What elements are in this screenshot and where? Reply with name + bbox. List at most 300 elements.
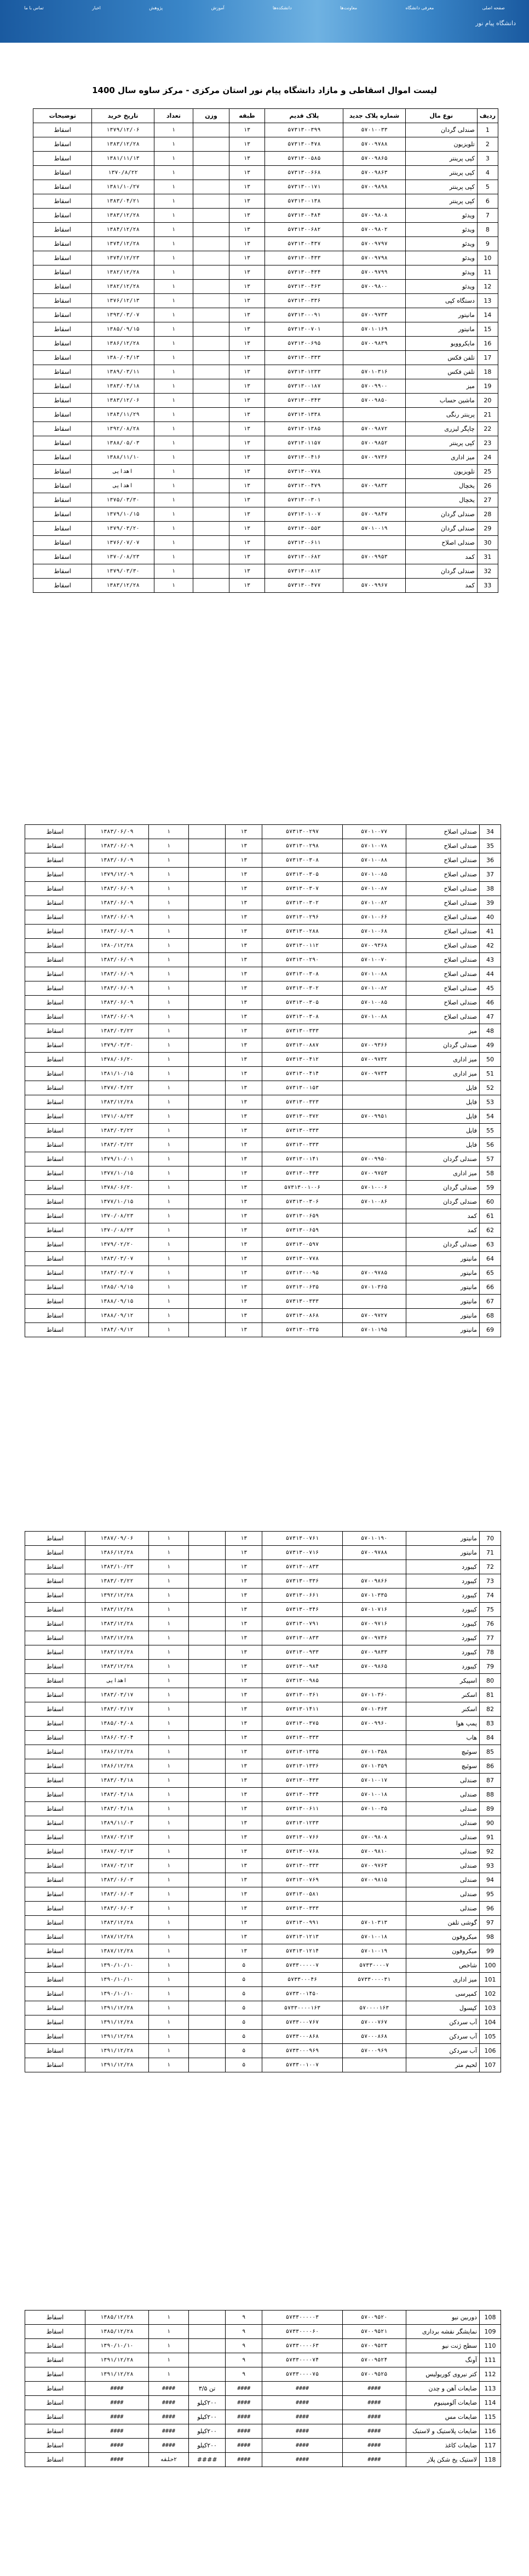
cell-count: ۱ <box>148 882 188 896</box>
cell-category: ۱۳ <box>226 1124 262 1138</box>
cell-row-number: 93 <box>479 1859 501 1873</box>
cell-category: ۱۳ <box>226 1702 262 1717</box>
cell-old-plate: ۵۷۳۱۳۰۱۴۱۱ <box>262 1702 342 1717</box>
cell-row-number: 118 <box>479 2453 501 2467</box>
cell-notes: اسقاط <box>25 1238 85 1252</box>
cell-new-plate: ۵۷۰۱۰۰۸۵ <box>342 868 406 882</box>
cell-weight: ۲۰۰کیلو <box>189 2439 226 2453</box>
cell-notes: اسقاط <box>25 1038 85 1053</box>
cell-item-type: فایل <box>406 1081 479 1095</box>
site-nav-item[interactable]: آموزش <box>211 5 225 10</box>
cell-weight <box>189 1930 226 1944</box>
cell-item-type: مانیتور <box>406 1252 479 1266</box>
cell-row-number: 46 <box>479 996 501 1010</box>
cell-item-type: کمد <box>405 550 477 564</box>
cell-old-plate: ۵۷۳۱۳۰۰۶۱۱ <box>262 1802 342 1816</box>
table-row <box>33 450 498 465</box>
cell-new-plate: ۵۷۰۰۹۸۰۲ <box>343 223 405 237</box>
cell-category: ۱۳ <box>226 996 262 1010</box>
cell-old-plate: ۵۷۳۱۳۰۰۱۴۱ <box>262 1152 342 1166</box>
cell-row-number: 101 <box>479 1973 501 1987</box>
cell-new-plate: ۵۷۰۰۹۵۲۴ <box>342 2353 406 2367</box>
cell-purchase-date: ۱۳۹۰/۱۰/۱۰ <box>85 1959 148 1973</box>
cell-old-plate: ۵۷۳۱۳۰۰۶۵۹ <box>262 1223 342 1238</box>
cell-item-type: صندلی اصلاح <box>406 939 479 953</box>
cell-old-plate: ۵۷۳۱۳۰۰۴۳۴ <box>265 265 343 280</box>
cell-row-number: 107 <box>479 2058 501 2072</box>
cell-count: ۲حلقه <box>148 2453 188 2467</box>
cell-notes: اسقاط <box>33 265 92 280</box>
cell-notes: اسقاط <box>25 1816 85 1830</box>
cell-count: ۱ <box>148 1010 188 1024</box>
cell-row-number: 27 <box>477 493 498 507</box>
cell-notes: اسقاط <box>33 194 92 209</box>
site-nav-item[interactable]: پژوهش <box>149 5 163 10</box>
cell-count: ۱ <box>148 1759 188 1774</box>
cell-row-number: 82 <box>479 1702 501 1717</box>
cell-old-plate: ۵۷۳۱۳۰۰۳۰۲ <box>262 896 342 910</box>
cell-item-type: ویدئو <box>405 237 477 251</box>
cell-weight <box>189 925 226 939</box>
cell-weight: ۲۰۰کیلو <box>189 2410 226 2424</box>
cell-category: ۱۳ <box>226 1110 262 1124</box>
cell-item-type: سطح ژنت نیو <box>406 2339 479 2353</box>
cell-weight <box>189 1702 226 1717</box>
table-row <box>25 2410 501 2424</box>
cell-count: ۱ <box>154 436 193 450</box>
cell-new-plate: ۵۷۰۰۹۵۲۰ <box>342 2311 406 2325</box>
cell-category: ۱۳ <box>229 493 265 507</box>
site-nav-item[interactable]: دانشکده‌ها <box>273 5 292 10</box>
cell-notes: اسقاط <box>25 2044 85 2058</box>
cell-old-plate: ۵۷۳۱۳۰۰۴۱۴ <box>262 1067 342 1081</box>
cell-notes: اسقاط <box>25 1731 85 1745</box>
cell-item-type: پرینتر رنگی <box>405 408 477 422</box>
cell-notes: اسقاط <box>25 1546 85 1560</box>
cell-category: ۱۳ <box>226 1603 262 1617</box>
cell-item-type: صندلی اصلاح <box>406 1010 479 1024</box>
cell-purchase-date: ۱۳۸۰/۱۲/۲۸ <box>85 939 148 953</box>
cell-category: #### <box>226 2396 262 2410</box>
cell-count: ۱ <box>148 1266 188 1280</box>
cell-item-type: فایل <box>406 1124 479 1138</box>
cell-category: ۱۳ <box>226 1152 262 1166</box>
cell-new-plate: ۵۷۰۱۰۰۱۸ <box>342 1930 406 1944</box>
table-row <box>25 1223 501 1238</box>
cell-weight <box>193 522 229 536</box>
cell-category: ۵ <box>226 2001 262 2015</box>
cell-purchase-date: ۱۳۸۳/۰۴/۱۸ <box>85 1802 148 1816</box>
cell-item-type: کیبورد <box>406 1589 479 1603</box>
cell-purchase-date: #### <box>85 2439 148 2453</box>
cell-row-number: 65 <box>479 1266 501 1280</box>
table-row <box>25 1067 501 1081</box>
cell-item-type: فایل <box>406 1138 479 1152</box>
cell-row-number: 43 <box>479 953 501 967</box>
table-row <box>25 1323 501 1337</box>
cell-count: ۱ <box>154 166 193 180</box>
cell-notes: اسقاط <box>25 2325 85 2339</box>
cell-item-type: صندلی اصلاح <box>406 839 479 853</box>
cell-weight <box>189 1081 226 1095</box>
cell-new-plate <box>342 1138 406 1152</box>
table-row <box>25 2353 501 2367</box>
table-row <box>33 394 498 408</box>
cell-count: ۱ <box>148 1859 188 1873</box>
cell-new-plate: ۵۷۰۱۰۰۶۸ <box>342 925 406 939</box>
cell-notes: اسقاط <box>33 436 92 450</box>
cell-old-plate: ۵۷۳۱۳۰۰۴۱۲ <box>262 1053 342 1067</box>
cell-weight <box>189 1095 226 1110</box>
table-row <box>25 1645 501 1660</box>
cell-count: ۱ <box>148 896 188 910</box>
cell-new-plate: ۵۷۰۰۹۸۴۷ <box>343 507 405 522</box>
cell-weight <box>193 422 229 436</box>
cell-weight <box>193 351 229 365</box>
cell-row-number: 29 <box>477 522 498 536</box>
cell-item-type: ضایعات کاغذ <box>406 2439 479 2453</box>
column-header: ردیف <box>477 109 498 123</box>
cell-item-type: تلفن فکس <box>405 351 477 365</box>
cell-notes: اسقاط <box>25 1617 85 1631</box>
cell-count: ۱ <box>154 550 193 564</box>
cell-row-number: 66 <box>479 1280 501 1295</box>
table-row <box>33 579 498 593</box>
cell-notes: اسقاط <box>33 536 92 550</box>
cell-item-type: صندلی گردان <box>406 1238 479 1252</box>
cell-item-type: کمپرسی <box>406 1987 479 2001</box>
cell-purchase-date: ۱۳۷۶/۰۷/۰۷ <box>92 536 154 550</box>
cell-notes: اسقاط <box>25 967 85 981</box>
cell-notes: اسقاط <box>25 925 85 939</box>
cell-row-number: 85 <box>479 1745 501 1759</box>
cell-count: ۱ <box>148 1830 188 1845</box>
cell-count: ۱ <box>154 394 193 408</box>
cell-notes: اسقاط <box>25 1916 85 1930</box>
cell-row-number: 104 <box>479 2015 501 2030</box>
cell-weight <box>189 910 226 925</box>
cell-purchase-date: ۱۳۸۳/۰۶/۰۹ <box>85 825 148 839</box>
cell-weight <box>193 180 229 194</box>
table-row <box>33 379 498 394</box>
cell-weight <box>189 2001 226 2015</box>
cell-new-plate <box>343 194 405 209</box>
cell-category: ۹ <box>226 2353 262 2367</box>
table-row <box>33 351 498 365</box>
cell-category: #### <box>226 2439 262 2453</box>
cell-new-plate <box>342 1816 406 1830</box>
table-row <box>25 953 501 967</box>
cell-new-plate: ۵۷۰۰۹۸۵۲ <box>343 436 405 450</box>
cell-item-type: کتر نیروی کوریولیس <box>406 2367 479 2382</box>
cell-weight <box>189 1124 226 1138</box>
table-row <box>33 251 498 265</box>
cell-weight <box>189 882 226 896</box>
cell-purchase-date: ۱۳۹۰/۱۰/۱۰ <box>85 1987 148 2001</box>
cell-old-plate: ۵۷۳۱۳۰۰۲۹۸ <box>262 839 342 853</box>
cell-item-type: صندلی اصلاح <box>406 981 479 996</box>
cell-row-number: 62 <box>479 1223 501 1238</box>
cell-row-number: 11 <box>477 265 498 280</box>
site-nav-item[interactable]: معاونت‌ها <box>340 5 358 10</box>
table-row <box>33 265 498 280</box>
cell-new-plate: #### <box>342 2439 406 2453</box>
cell-category: ۱۳ <box>226 967 262 981</box>
site-nav-item[interactable]: معرفی دانشگاه <box>405 5 434 10</box>
cell-purchase-date: ۱۳۷۰/۰۸/۲۳ <box>85 1209 148 1223</box>
table-row <box>33 365 498 379</box>
cell-count: ۱ <box>148 996 188 1010</box>
cell-weight <box>193 465 229 479</box>
cell-notes: اسقاط <box>33 280 92 294</box>
cell-count: ۱ <box>148 1702 188 1717</box>
cell-old-plate: ۵۷۳۱۳۰۰۸۳۳ <box>262 1631 342 1645</box>
cell-purchase-date: ۱۳۷۸/۰۶/۲۰ <box>85 1181 148 1195</box>
cell-weight: ۲۰۰کیلو <box>189 2396 226 2410</box>
cell-row-number: 24 <box>477 450 498 465</box>
cell-old-plate: ۵۷۳۱۳۰۱۱۵۷ <box>265 436 343 450</box>
cell-weight: تن ۳/۵ <box>189 2382 226 2396</box>
cell-old-plate: ۵۷۳۱۳۰۱۳۸۵ <box>265 422 343 436</box>
cell-item-type: دوربین نیو <box>406 2311 479 2325</box>
cell-new-plate: ۵۷۰۰۹۷۸۸ <box>343 137 405 152</box>
column-header: طبقه <box>229 109 265 123</box>
cell-notes: اسقاط <box>33 322 92 337</box>
cell-notes: اسقاط <box>25 1223 85 1238</box>
cell-old-plate: #### <box>262 2453 342 2467</box>
cell-old-plate: ۵۷۳۳۰۰۰۰۷۵ <box>262 2367 342 2382</box>
cell-new-plate: #### <box>342 2382 406 2396</box>
cell-weight <box>193 550 229 564</box>
table-row <box>25 1631 501 1645</box>
cell-new-plate: #### <box>342 2410 406 2424</box>
table-row <box>33 322 498 337</box>
table-row <box>25 910 501 925</box>
cell-notes: اسقاط <box>33 507 92 522</box>
cell-count: ۱ <box>154 137 193 152</box>
cell-category: ۹ <box>226 2367 262 2382</box>
cell-category: ۱۳ <box>226 1053 262 1067</box>
cell-notes: اسقاط <box>33 351 92 365</box>
cell-category: ۱۳ <box>226 1095 262 1110</box>
cell-new-plate: ۵۷۰۱۰۰۰۶ <box>342 1181 406 1195</box>
cell-weight <box>189 2325 226 2339</box>
cell-purchase-date: ۱۳۸۷/۰۹/۰۶ <box>85 1532 148 1546</box>
cell-notes: اسقاط <box>33 450 92 465</box>
cell-purchase-date: ۱۳۷۰/۸/۲۲ <box>92 166 154 180</box>
cell-category: ۱۳ <box>229 436 265 450</box>
table-row <box>25 2058 501 2072</box>
cell-new-plate: ۵۷۰۰۹۹۵۳ <box>343 550 405 564</box>
table-row <box>25 839 501 853</box>
cell-purchase-date: ۱۳۷۷/۰۴/۲۲ <box>85 1081 148 1095</box>
cell-old-plate: ۵۷۳۳۰۰۱۰۰۷ <box>262 2058 342 2072</box>
cell-weight <box>189 1688 226 1702</box>
table-row <box>25 1859 501 1873</box>
cell-purchase-date: ۱۳۷۸/۰۶/۲۰ <box>85 1053 148 1067</box>
cell-row-number: 78 <box>479 1645 501 1660</box>
table-row <box>25 1731 501 1745</box>
cell-old-plate: ۵۷۳۱۳۰۰۳۳۳ <box>262 1124 342 1138</box>
cell-row-number: 12 <box>477 280 498 294</box>
cell-notes: اسقاط <box>25 1674 85 1688</box>
cell-old-plate: ۵۷۳۱۳۰۰۶۸۲ <box>265 550 343 564</box>
cell-row-number: 102 <box>479 1987 501 2001</box>
cell-weight <box>189 1674 226 1688</box>
cell-weight <box>189 1266 226 1280</box>
cell-purchase-date: ۱۳۷۹/۰۳/۳۰ <box>85 1038 148 1053</box>
cell-category: ۹ <box>226 2311 262 2325</box>
cell-notes: اسقاط <box>25 1603 85 1617</box>
cell-purchase-date: ۱۳۹۱/۱۲/۲۸ <box>85 2353 148 2367</box>
cell-item-type: کپی پرینتر <box>405 194 477 209</box>
cell-notes: اسقاط <box>25 953 85 967</box>
cell-old-plate: ۵۷۳۱۳۰۰۳۳۶ <box>265 294 343 308</box>
site-nav-item[interactable]: اخبار <box>92 5 101 10</box>
cell-old-plate: ۵۷۳۱۳۰۰۳۲۳ <box>262 1095 342 1110</box>
cell-count: ۱ <box>148 1560 188 1574</box>
cell-category: ۱۳ <box>226 910 262 925</box>
cell-item-type: مانیتور <box>406 1546 479 1560</box>
table-row <box>33 337 498 351</box>
cell-row-number: 18 <box>477 365 498 379</box>
cell-notes: اسقاط <box>25 1024 85 1038</box>
cell-notes: اسقاط <box>33 493 92 507</box>
cell-category: ۱۳ <box>226 981 262 996</box>
cell-count: ۱ <box>148 1987 188 2001</box>
cell-row-number: 40 <box>479 910 501 925</box>
table-row <box>25 1802 501 1816</box>
cell-item-type: یخچال <box>405 493 477 507</box>
table-row <box>25 1195 501 1209</box>
cell-row-number: 72 <box>479 1560 501 1574</box>
cell-row-number: 115 <box>479 2410 501 2424</box>
cell-notes: اسقاط <box>25 1181 85 1195</box>
cell-old-plate: ۵۷۳۱۳۰۰۰۹۵ <box>262 1266 342 1280</box>
cell-purchase-date: ۱۳۷۹/۰۳/۲۰ <box>92 522 154 536</box>
cell-category: ۱۳ <box>229 137 265 152</box>
cell-category: ۱۳ <box>226 1038 262 1053</box>
cell-purchase-date: ۱۳۸۳/۰۳/۰۷ <box>85 1266 148 1280</box>
cell-item-type: صندلی اصلاح <box>406 925 479 939</box>
cell-new-plate: ۵۷۰۰۹۷۹۷ <box>343 237 405 251</box>
cell-weight <box>193 251 229 265</box>
cell-notes: اسقاط <box>33 379 92 394</box>
cell-purchase-date: ۱۳۸۳/۰۶/۰۹ <box>85 1010 148 1024</box>
cell-count: ۱ <box>148 1067 188 1081</box>
cell-old-plate: ۵۷۳۱۳۰۰۷۷۸ <box>265 465 343 479</box>
cell-weight <box>193 394 229 408</box>
cell-old-plate: ۵۷۳۱۳۰۱۲۳۳ <box>262 1816 342 1830</box>
cell-new-plate <box>342 1674 406 1688</box>
table-row <box>25 1209 501 1223</box>
site-nav-item[interactable]: صفحه اصلی <box>482 5 505 10</box>
cell-notes: اسقاط <box>25 853 85 868</box>
cell-item-type: صندلی <box>406 1774 479 1788</box>
cell-row-number: 19 <box>477 379 498 394</box>
cell-new-plate: ۵۷۰۱۰۰۸۲ <box>342 981 406 996</box>
cell-purchase-date: اهدایی <box>92 479 154 493</box>
cell-purchase-date: ۱۳۸۶/۰۳/۰۴ <box>85 1731 148 1745</box>
cell-old-plate: ۵۷۳۱۳۰۱۰۰۷ <box>265 507 343 522</box>
cell-row-number: 14 <box>477 308 498 322</box>
cell-item-type: ضایعات آهن و چدن <box>406 2382 479 2396</box>
cell-category: ۱۳ <box>229 550 265 564</box>
cell-weight <box>189 2015 226 2030</box>
cell-purchase-date: اهدایی <box>85 1674 148 1688</box>
cell-new-plate: ۵۷۰۰۹۸۰۰ <box>343 280 405 294</box>
table-row <box>25 996 501 1010</box>
cell-category: ۱۳ <box>226 1930 262 1944</box>
cell-notes: اسقاط <box>33 123 92 137</box>
cell-item-type: صندلی گردان <box>406 1181 479 1195</box>
cell-weight <box>189 1223 226 1238</box>
cell-category: ۱۳ <box>226 1944 262 1959</box>
cell-old-plate: ۵۷۳۱۳۰۰۵۸۵ <box>265 152 343 166</box>
cell-row-number: 5 <box>477 180 498 194</box>
cell-purchase-date: ۱۳۸۵/۱۲/۲۸ <box>85 2311 148 2325</box>
cell-old-plate: ۵۷۳۳۰۰۰۰۶۳ <box>262 2339 342 2353</box>
cell-item-type: صندلی گردان <box>405 522 477 536</box>
cell-count: ۱ <box>148 1674 188 1688</box>
table-row <box>33 280 498 294</box>
cell-old-plate: ۵۷۳۱۳۰۰۷۶۱ <box>262 1532 342 1546</box>
cell-weight <box>189 1053 226 1067</box>
cell-item-type: کیبورد <box>406 1560 479 1574</box>
cell-new-plate: ۵۷۰۰۹۷۶۳ <box>342 1859 406 1873</box>
cell-item-type: میز اداری <box>406 1067 479 1081</box>
cell-category: ۱۳ <box>229 450 265 465</box>
cell-category: ۱۳ <box>226 1138 262 1152</box>
table-row <box>25 1944 501 1959</box>
cell-row-number: 81 <box>479 1688 501 1702</box>
cell-category: ۱۳ <box>229 351 265 365</box>
cell-old-plate: ۵۷۳۳۰۰۱۴۵۰ <box>262 1987 342 2001</box>
table-row <box>25 1280 501 1295</box>
cell-notes: اسقاط <box>25 1702 85 1717</box>
table-header-row <box>33 109 498 123</box>
cell-new-plate: ۵۷۰۰۹۸۰۸ <box>342 1830 406 1845</box>
cell-notes: اسقاط <box>25 1532 85 1546</box>
cell-weight <box>193 507 229 522</box>
cell-count: ۱ <box>148 1295 188 1309</box>
cell-weight <box>189 1944 226 1959</box>
cell-item-type: مانیتور <box>406 1309 479 1323</box>
cell-category: ۱۳ <box>229 294 265 308</box>
cell-new-plate: ۵۷۰۰۹۸۱۰ <box>342 1845 406 1859</box>
cell-notes: اسقاط <box>25 1887 85 1902</box>
cell-row-number: 75 <box>479 1603 501 1617</box>
cell-row-number: 35 <box>479 839 501 853</box>
cell-purchase-date: ۱۳۹۰/۱۰/۱۰ <box>85 1973 148 1987</box>
cell-weight <box>189 1830 226 1845</box>
cell-purchase-date: ۱۳۷۴/۱۲/۲۸ <box>92 237 154 251</box>
site-nav-item[interactable]: تماس با ما <box>24 5 44 10</box>
cell-notes: اسقاط <box>25 1660 85 1674</box>
cell-weight <box>193 294 229 308</box>
cell-item-type: تلویزیون <box>405 465 477 479</box>
cell-weight <box>189 967 226 981</box>
cell-item-type: ویدئو <box>405 223 477 237</box>
table-row <box>25 2311 501 2325</box>
table-row <box>25 2367 501 2382</box>
cell-weight <box>189 2311 226 2325</box>
cell-purchase-date: ۱۳۸۳/۰۴/۱۸ <box>92 379 154 394</box>
cell-row-number: 60 <box>479 1195 501 1209</box>
cell-old-plate: ۵۷۳۱۳۰۰۳۷۵ <box>262 1717 342 1731</box>
cell-count: ۱ <box>154 493 193 507</box>
cell-purchase-date: ۱۳۸۳/۰۶/۰۹ <box>85 896 148 910</box>
